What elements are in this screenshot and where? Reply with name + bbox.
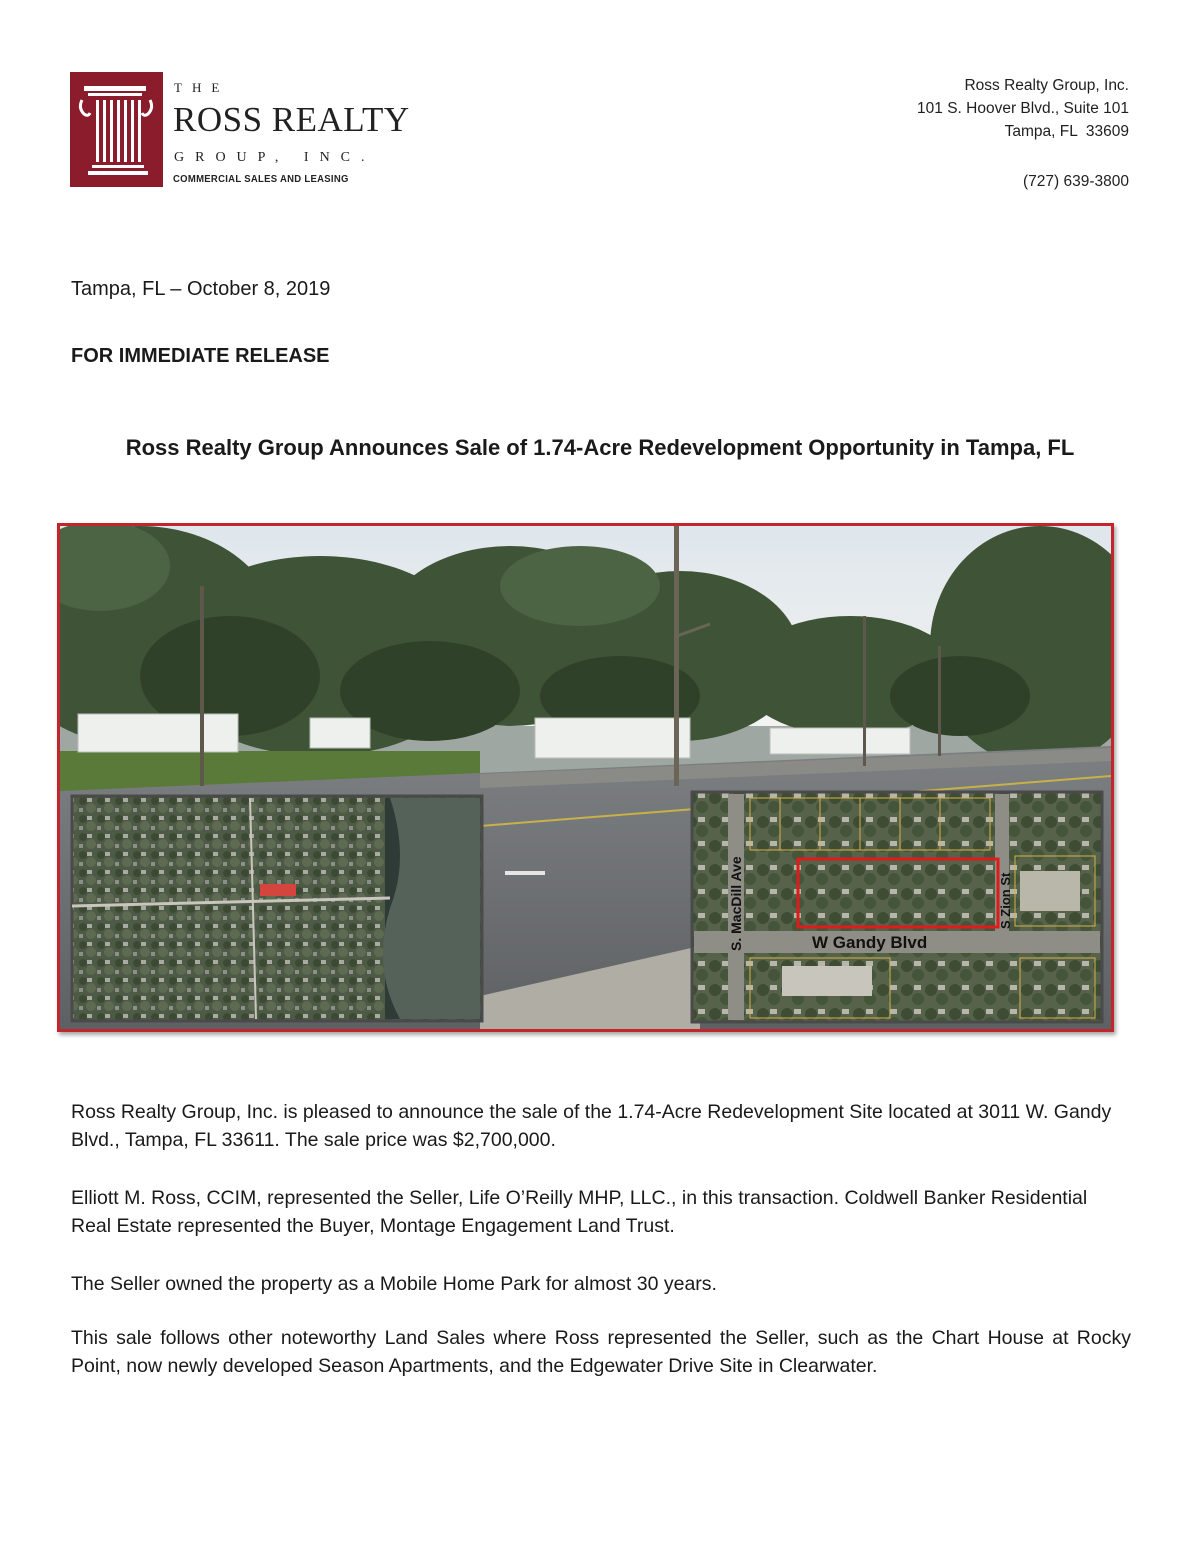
release-label: FOR IMMEDIATE RELEASE (71, 345, 330, 367)
headline: Ross Realty Group Announces Sale of 1.74-Acre Redevelopment Opportunity in Tampa, FL (125, 435, 1075, 460)
street-label-gandy: W Gandy Blvd (812, 933, 928, 952)
paragraph-sale-announcement: Ross Realty Group, Inc. is pleased to announce the sale of the 1.74-Acre Redevelopment Site located at 3011 W. Gandy Blvd., Tampa, FL 33611. The sale price was $2,700,000. (71, 1101, 1112, 1151)
paragraph-representation: Elliott M. Ross, CCIM, represented the Seller, Life O’Reilly MHP, LLC., in this transaction. Coldwell Banker Residential Real Estate represented the Buyer, Montage Engagement Land Trust. (71, 1187, 1088, 1237)
column-logo-icon (70, 72, 163, 187)
logo-group: GROUP, INC. (174, 150, 376, 165)
logo-the: THE (174, 80, 230, 95)
logo-name: ROSS REALTY (173, 100, 410, 139)
address-city: Tampa, FL 33609 (1004, 123, 1129, 140)
address-street: 101 S. Hoover Blvd., Suite 101 (917, 100, 1129, 117)
dateline: Tampa, FL – October 8, 2019 (71, 278, 331, 300)
street-label-macdill: S. MacDill Ave (728, 856, 744, 951)
logo-tagline: COMMERCIAL SALES AND LEASING (173, 173, 349, 186)
paragraph-other-sales: This sale follows other noteworthy Land Sales where Ross represented the Seller, such as the Chart House at Rocky Point, now newly developed Season Apartments, and the Edgewater Drive Site in Clearwater. (71, 1327, 1131, 1377)
address-company: Ross Realty Group, Inc. (964, 77, 1129, 94)
parcel-map-inset-right (692, 792, 1102, 1022)
street-label-zion: S Zion St (998, 872, 1013, 929)
company-address (917, 74, 1129, 193)
address-phone: (727) 639-3800 (1023, 173, 1129, 190)
company-logo (70, 72, 415, 188)
property-photo (57, 523, 1114, 1032)
aerial-map-inset-left (72, 796, 482, 1021)
paragraph-ownership: The Seller owned the property as a Mobile Home Park for almost 30 years. (71, 1273, 717, 1295)
address-spacer (917, 143, 1129, 170)
